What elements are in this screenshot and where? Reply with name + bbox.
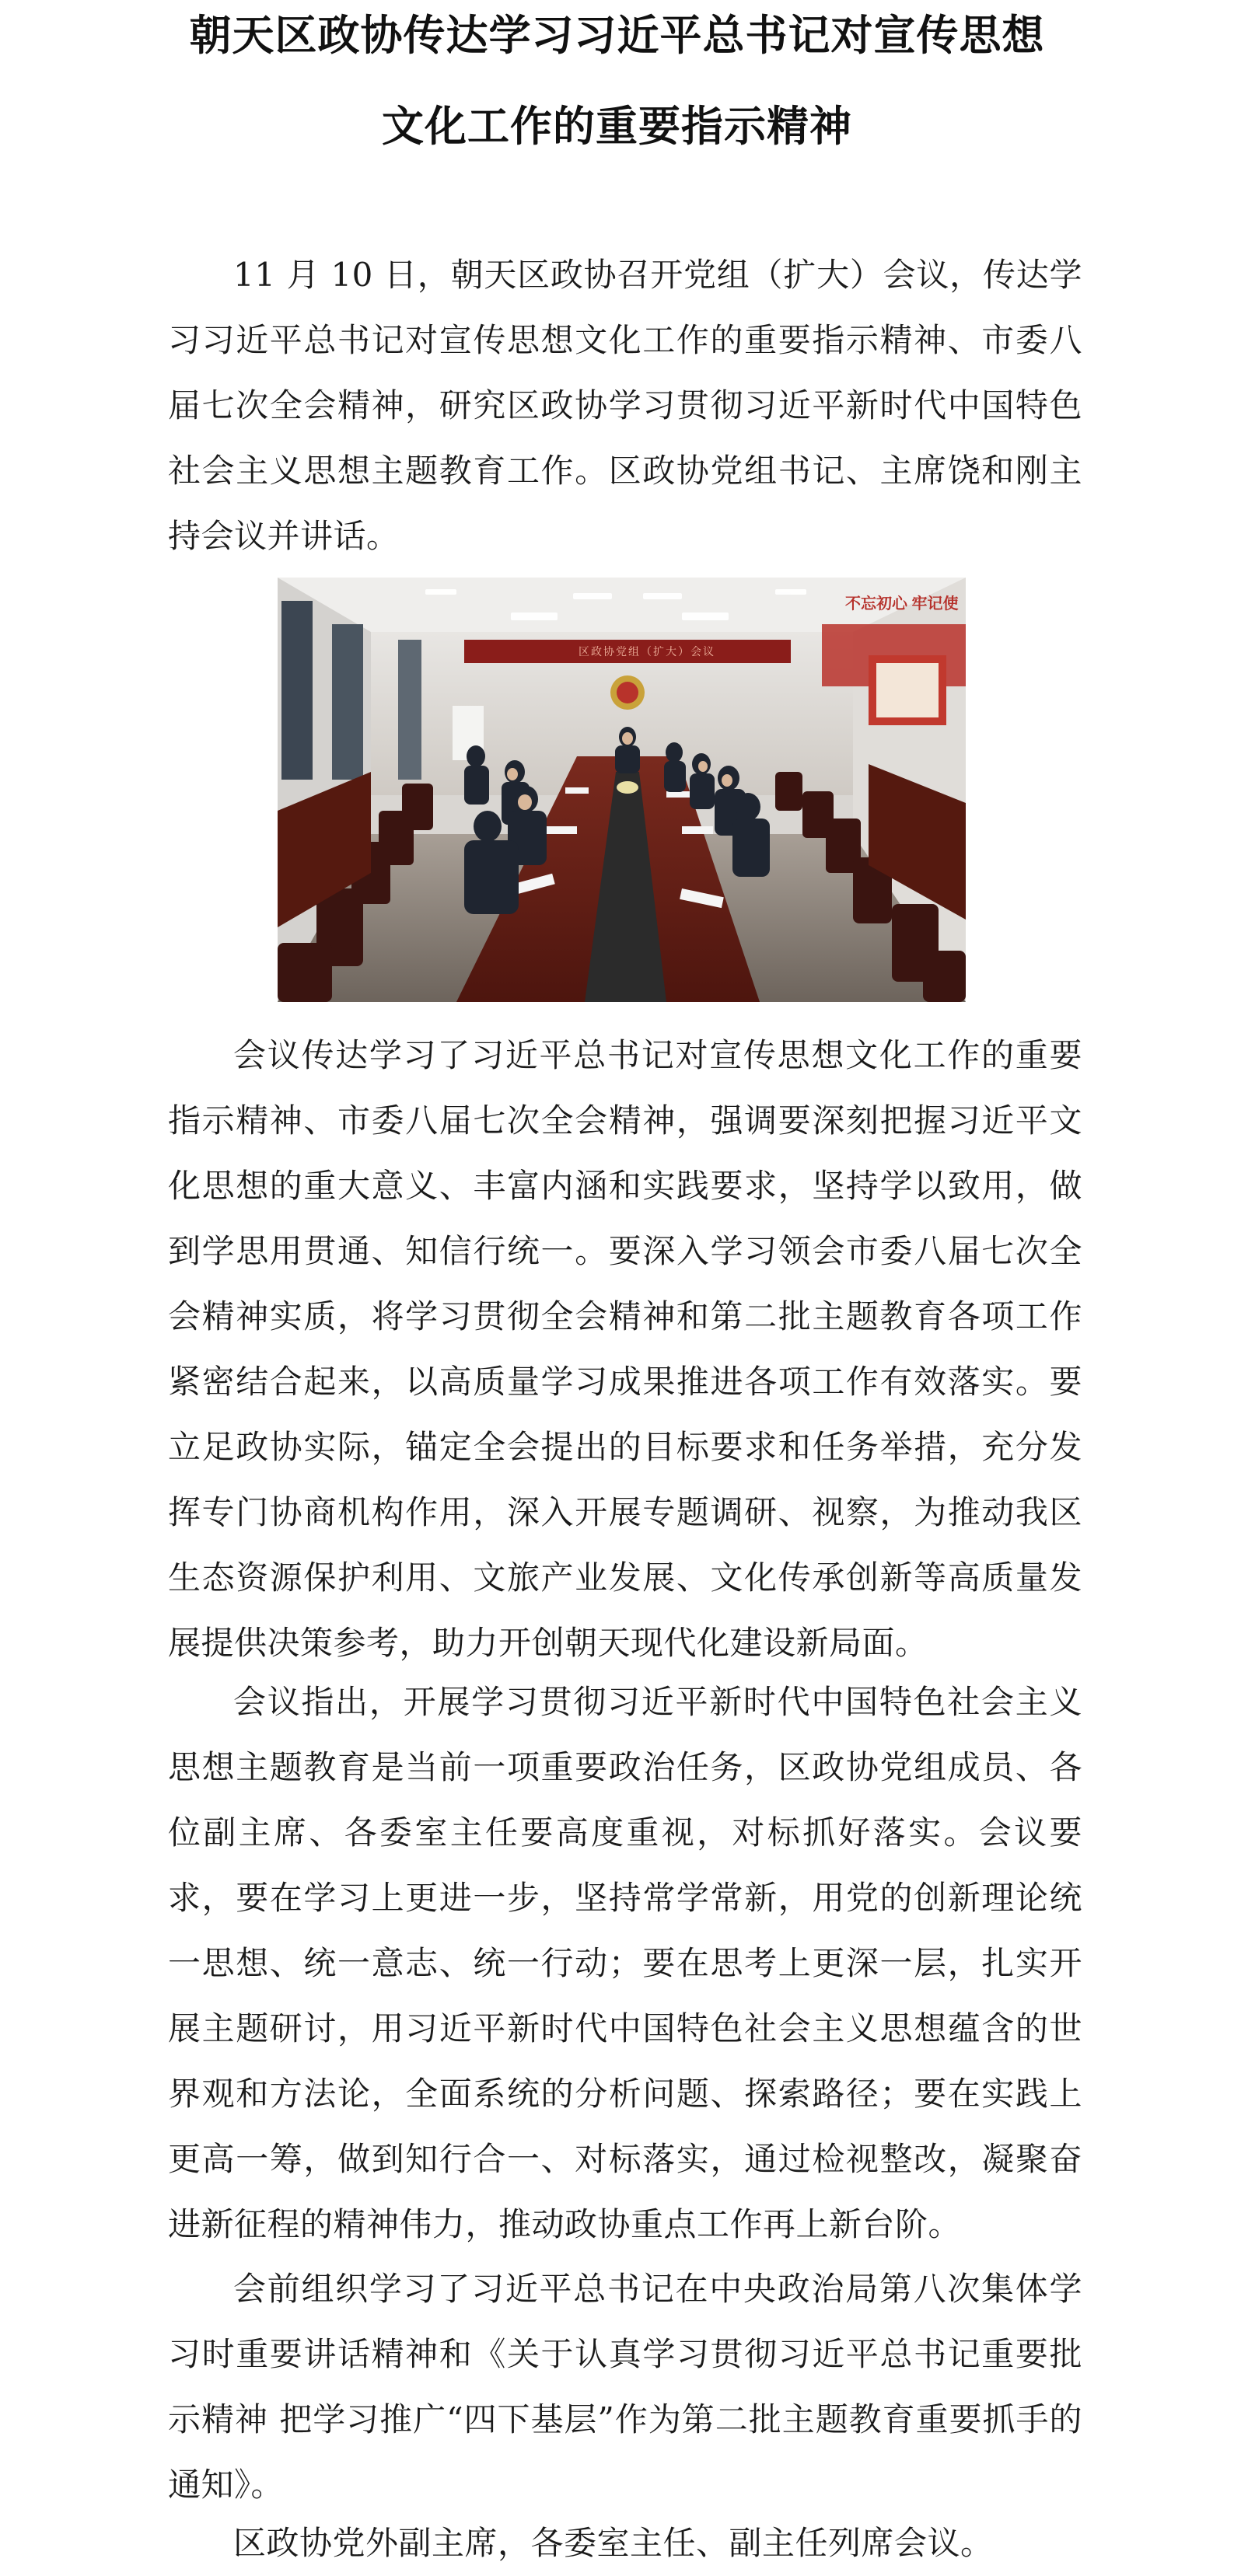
meeting-banner-text: 区政协党组（扩大）会议: [579, 645, 715, 658]
wall-slogan-text: 不忘初心 牢记使: [845, 595, 959, 613]
article-title-line-1: 朝天区政协传达学习习近平总书记对宣传思想: [189, 10, 1045, 60]
meeting-photo: [278, 578, 966, 1002]
paragraph-pre-meeting-study: 会前组织学习了习近平总书记在中央政治局第八次集体学习时重要讲话精神和《关于认真学习贯彻习近平总书记重要批示精神 把学习推广“四下基层”作为第二批主题教育重要抓手的通知》。: [168, 2270, 1082, 2504]
paragraph-meeting-requirements: 会议指出，开展学习贯彻习近平新时代中国特色社会主义思想主题教育是当前一项重要政治任务，区政协党组成员、各位副主席、各委室主任要高度重视，对标抓好落实。会议要求，要在学习上更进一步，坚持常学常新，用党的创新理论统一思想、统一意志、统一行动；要在思考上更深一层，扎实开展主题研讨，用习近平新时代中国特色社会主义思想蕴含的世界观和方法论，全面系统的分析问题、探索路径；要在实践上更高一筹，做到知行合一、对标落实，通过检视整改，凝聚奋进新征程的精神伟力，推动政协重点工作再上新台阶。: [168, 1683, 1082, 2243]
paragraph-meeting-content: 会议传达学习了习近平总书记对宣传思想文化工作的重要指示精神、市委八届七次全会精神，强调要深刻把握习近平文化思想的重大意义、丰富内涵和实践要求，坚持学以致用，做到学思用贯通、知信行统一。要深入学习领会市委八届七次全会精神实质，将学习贯彻全会精神和第二批主题教育各项工作紧密结合起来，以高质量学习成果推进各项工作有效落实。要立足政协实际，锚定全会提出的目标要求和任务举措，充分发挥专门协商机构作用，深入开展专题调研、视察，为推动我区生态资源保护利用、文旅产业发展、文化传承创新等高质量发展提供决策参考，助力开创朝天现代化建设新局面。: [168, 1036, 1082, 1662]
paragraph-intro: 11 月 10 日，朝天区政协召开党组（扩大）会议，传达学习习近平总书记对宣传思想文化工作的重要指示精神、市委八届七次全会精神，研究区政协学习贯彻习近平新时代中国特色社会主义思想主题教育工作。区政协党组书记、主席饶和刚主持会议并讲话。: [168, 256, 1082, 555]
paragraph-attendees: 区政协党外副主席，各委室主任、副主任列席会议。: [233, 2524, 994, 2562]
meeting-room-illustration: [278, 578, 966, 1002]
article-title-line-2: 文化工作的重要指示精神: [382, 101, 852, 151]
